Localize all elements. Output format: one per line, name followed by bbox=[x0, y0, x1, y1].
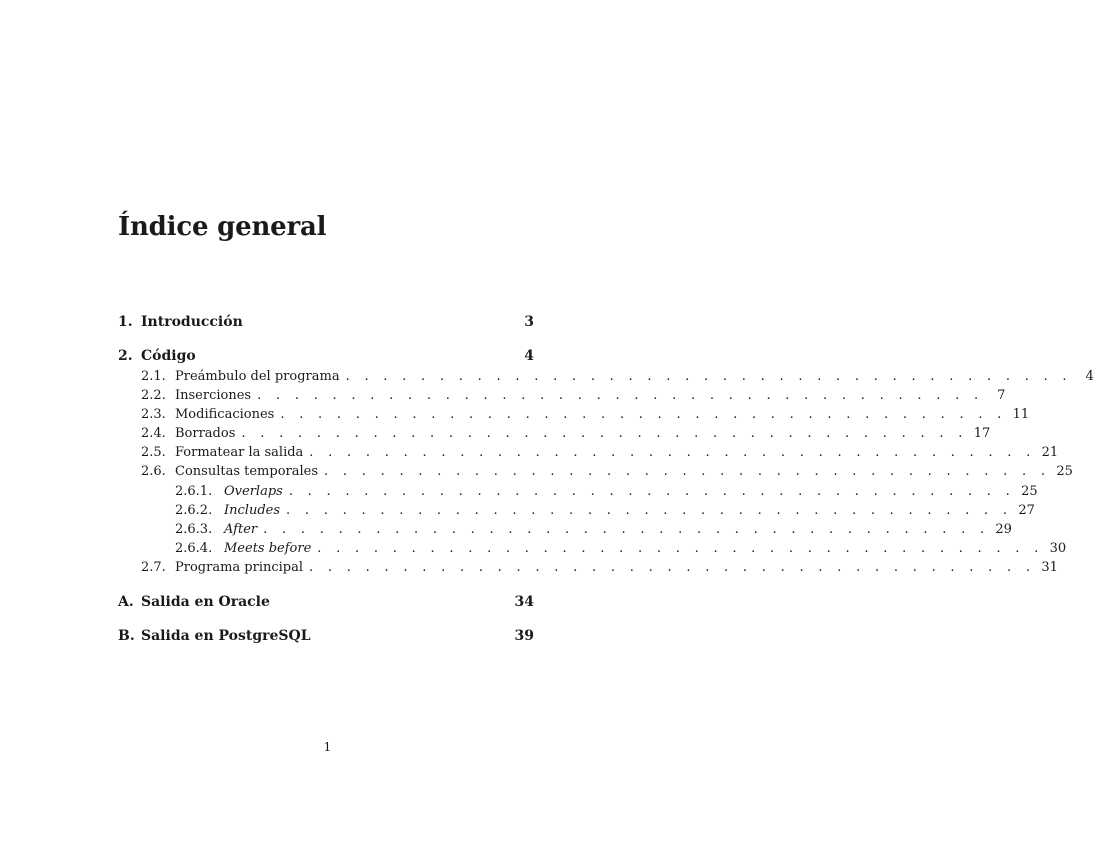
toc-page: 25 bbox=[1021, 484, 1038, 499]
toc-page: 31 bbox=[1041, 560, 1058, 575]
toc-number: 2.1. bbox=[141, 369, 166, 384]
toc-title: Formatear la salida bbox=[175, 445, 304, 460]
toc-leader-dots: . . . . . . . . . . . . . . . . . . . . . . . . . . . . . . . . . . . . . . . bbox=[280, 407, 1007, 422]
toc-number: 1. bbox=[118, 314, 133, 330]
toc-page: 30 bbox=[1049, 541, 1067, 556]
toc-chapter-2[interactable] bbox=[118, 347, 534, 366]
toc-page: 34 bbox=[514, 594, 534, 610]
page-number: 1 bbox=[323, 740, 332, 754]
toc-leader-dots: . . . . . . . . . . . . . . . . . . . . . . . . . . . . . . . . . . . . . . . bbox=[286, 503, 1013, 518]
toc-page: 21 bbox=[1041, 445, 1059, 460]
toc-number: 2.2. bbox=[141, 388, 166, 403]
toc-subsection-2-6-4[interactable] bbox=[175, 539, 1067, 558]
toc-number: 2. bbox=[118, 348, 133, 364]
toc-leader-dots: . . . . . . . . . . . . . . . . . . . . . . . . . . . . . . . . . . . . . . . bbox=[263, 522, 990, 537]
toc-section-2-1[interactable] bbox=[141, 367, 1094, 386]
toc-page: 3 bbox=[524, 314, 534, 330]
toc-section-2-5[interactable] bbox=[141, 443, 1059, 462]
toc-page: 17 bbox=[973, 426, 991, 441]
toc-number: 2.6.2. bbox=[175, 503, 213, 518]
toc-number: 2.7. bbox=[141, 560, 166, 575]
toc-page: 4 bbox=[1085, 369, 1094, 384]
toc-page: 4 bbox=[524, 348, 534, 364]
toc-chapter-1[interactable] bbox=[118, 313, 534, 332]
toc-number: 2.6.3. bbox=[175, 522, 213, 537]
toc-title: Introducción bbox=[141, 314, 243, 330]
toc-page: 27 bbox=[1018, 503, 1035, 518]
toc-page: 7 bbox=[997, 388, 1006, 403]
toc-title: Salida en PostgreSQL bbox=[141, 628, 311, 644]
toc-title: Programa principal bbox=[175, 560, 304, 575]
toc-title: Modificaciones bbox=[175, 407, 275, 422]
toc-subsection-2-6-1[interactable] bbox=[175, 482, 1038, 501]
toc-number: 2.6.4. bbox=[175, 541, 213, 556]
toc-title: Inserciones bbox=[175, 388, 252, 403]
toc-appendix-b[interactable] bbox=[118, 627, 534, 646]
toc-title: Código bbox=[141, 348, 196, 364]
toc-section-2-7[interactable] bbox=[141, 558, 1058, 577]
toc-page: 11 bbox=[1012, 407, 1030, 422]
toc-leader-dots: . . . . . . . . . . . . . . . . . . . . . . . . . . . . . . . . . . . . . . . bbox=[257, 388, 984, 403]
toc-subsection-2-6-3[interactable] bbox=[175, 520, 1012, 539]
toc-number: B. bbox=[118, 628, 135, 644]
toc-page: 39 bbox=[514, 628, 534, 644]
toc-title: Preámbulo del programa bbox=[175, 369, 340, 384]
toc-number: A. bbox=[118, 594, 134, 610]
page-title: Índice general bbox=[118, 212, 327, 242]
toc-appendix-a[interactable] bbox=[118, 593, 534, 612]
toc-leader-dots: . . . . . . . . . . . . . . . . . . . . . . . . . . . . . . . . . . . . . . . bbox=[309, 560, 1036, 575]
toc-title: After bbox=[224, 522, 258, 537]
toc-section-2-2[interactable] bbox=[141, 386, 1006, 405]
toc-subsection-2-6-2[interactable] bbox=[175, 501, 1035, 520]
toc-page: 29 bbox=[995, 522, 1012, 537]
toc-number: 2.6.1. bbox=[175, 484, 213, 499]
toc-title: Includes bbox=[224, 503, 281, 518]
toc-number: 2.6. bbox=[141, 464, 166, 479]
toc-number: 2.5. bbox=[141, 445, 166, 460]
toc-title: Overlaps bbox=[224, 484, 283, 499]
toc-title: Meets before bbox=[224, 541, 312, 556]
toc-leader-dots: . . . . . . . . . . . . . . . . . . . . . . . . . . . . . . . . . . . . . . . bbox=[309, 445, 1036, 460]
toc-leader-dots: . . . . . . . . . . . . . . . . . . . . . . . . . . . . . . . . . . . . . . . bbox=[345, 369, 1072, 384]
toc-title: Consultas temporales bbox=[175, 464, 319, 479]
toc-title: Borrados bbox=[175, 426, 236, 441]
toc-leader-dots: . . . . . . . . . . . . . . . . . . . . . . . . . . . . . . . . . . . . . . . bbox=[317, 541, 1044, 556]
toc-section-2-6[interactable] bbox=[141, 462, 1073, 481]
toc-page: 25 bbox=[1056, 464, 1073, 479]
toc-section-2-4[interactable] bbox=[141, 424, 991, 443]
toc-section-2-3[interactable] bbox=[141, 405, 1030, 424]
toc-leader-dots: . . . . . . . . . . . . . . . . . . . . . . . . . . . . . . . . . . . . . . . bbox=[324, 464, 1051, 479]
toc-title: Salida en Oracle bbox=[141, 594, 270, 610]
toc-number: 2.3. bbox=[141, 407, 166, 422]
toc-leader-dots: . . . . . . . . . . . . . . . . . . . . . . . . . . . . . . . . . . . . . . . bbox=[288, 484, 1016, 499]
toc-number: 2.4. bbox=[141, 426, 166, 441]
toc-leader-dots: . . . . . . . . . . . . . . . . . . . . . . . . . . . . . . . . . . . . . . . bbox=[241, 426, 968, 441]
